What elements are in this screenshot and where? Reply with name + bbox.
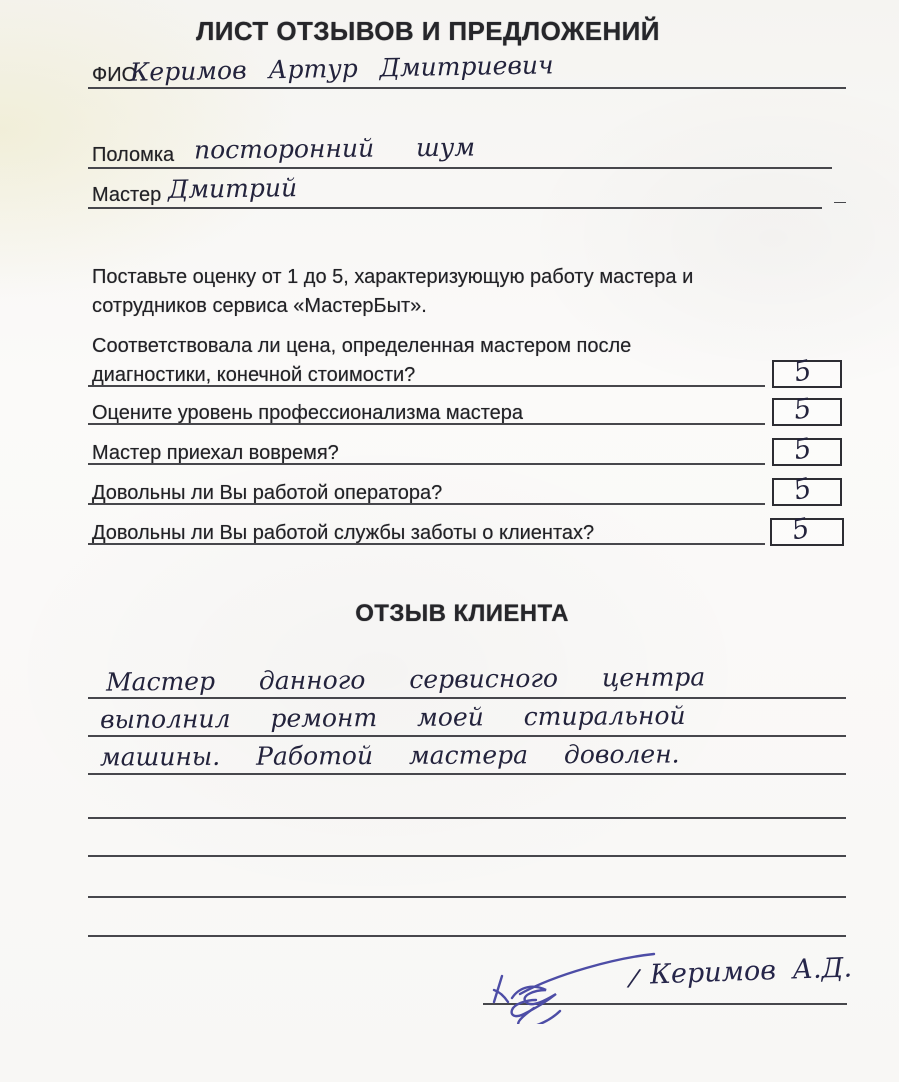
review-rule-4 — [88, 817, 846, 819]
score-box-3 — [772, 432, 842, 467]
ratings-intro-line2: сотрудников сервиса «МастерБыт». — [92, 295, 427, 317]
fio-underline — [88, 87, 846, 89]
review-heading: ОТЗЫВ КЛИЕНТА — [355, 600, 569, 627]
question-1-underline — [88, 385, 765, 387]
ratings-intro-line1: Поставьте оценку от 1 до 5, характеризующую работу мастера и — [92, 266, 694, 288]
question-2-text: Оцените уровень профессионализма мастера — [92, 402, 524, 424]
question-3-text: Мастер приехал вовремя? — [92, 442, 339, 464]
question-3-underline — [88, 463, 765, 465]
master-underline-dash — [834, 202, 846, 203]
review-rule-5 — [88, 855, 846, 857]
question-1-line2: диагностики, конечной стоимости? — [92, 364, 416, 386]
score-box-1 — [772, 354, 842, 389]
review-rule-3 — [88, 773, 846, 775]
score-3-handwriting: 5 — [791, 432, 814, 467]
review-handwriting-line1: Мастер данного сервисного центра — [105, 662, 706, 697]
review-handwriting-line2: выполнил ремонт моей стиральной — [99, 700, 686, 735]
field-value-master-handwriting: Дмитрий — [167, 173, 298, 204]
question-1-line1: Соответствовала ли цена, определенная мастером после — [92, 335, 632, 357]
field-value-fio-handwriting: Керимов Артур Дмитриевич — [129, 50, 554, 87]
signature-separator-mark: / — [628, 963, 641, 993]
review-handwriting-line3: машины. Работой мастера доволен. — [99, 739, 680, 772]
question-5-text: Довольны ли Вы работой службы заботы о клиентах? — [92, 522, 595, 544]
question-2-underline — [88, 423, 765, 425]
field-label-breakdown: Поломка — [92, 144, 175, 166]
field-value-breakdown-handwriting: посторонний шум — [193, 132, 476, 165]
question-5-underline — [88, 543, 765, 545]
score-1-handwriting: 5 — [790, 354, 815, 389]
review-rule-6 — [88, 896, 846, 898]
signature-name-handwriting: Керимов А.Д. — [649, 952, 853, 991]
score-2-handwriting: 5 — [791, 392, 814, 427]
score-box-2 — [772, 392, 842, 427]
field-label-fio: ФИО — [92, 64, 138, 86]
score-5-handwriting: 5 — [788, 512, 813, 547]
question-4-text: Довольны ли Вы работой оператора? — [92, 482, 443, 504]
score-box-4 — [772, 472, 842, 507]
question-4-underline — [88, 503, 765, 505]
review-rule-1 — [88, 697, 846, 699]
review-rule-2 — [88, 735, 846, 737]
breakdown-underline — [88, 167, 832, 169]
score-box-5 — [770, 512, 844, 547]
master-underline — [88, 207, 822, 209]
field-label-master: Мастер — [92, 184, 162, 206]
form-title: ЛИСТ ОТЗЫВОВ И ПРЕДЛОЖЕНИЙ — [196, 16, 660, 46]
score-4-handwriting: 5 — [790, 472, 815, 507]
review-rule-7 — [88, 935, 846, 937]
